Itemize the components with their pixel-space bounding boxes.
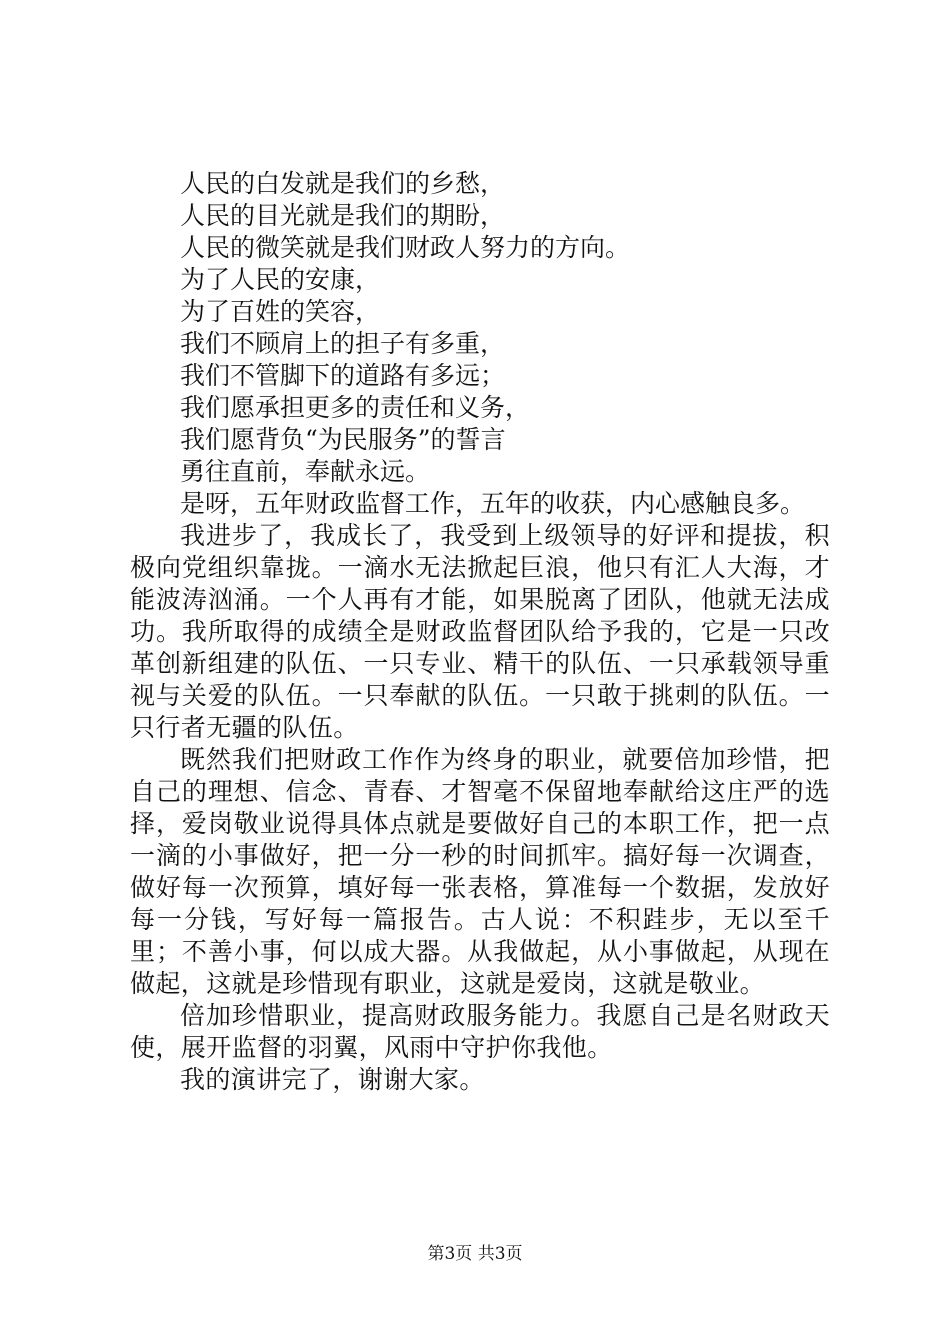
poem-line: 我们不管脚下的道路有多远； [180, 361, 506, 390]
poem-line: 我们愿背负“为民服务”的誓言 [180, 425, 506, 454]
poem-line: 为了百姓的笑容， [180, 297, 381, 326]
poem-line: 我们不顾肩上的担子有多重， [180, 329, 506, 358]
poem-line: 人民的目光就是我们的期盼， [180, 201, 506, 230]
body-paragraph: 我进步了，我成长了，我受到上级领导的好评和提拔，积极向党组织靠拢。一滴水无法掀起巨浪，他只有汇人大海，才能波涛汹涌。一个人再有才能，如果脱离了团队，他就无法成功。我所取得的成绩全是财政监督团队给予我的，它是一只改革创新组建的队伍、一只专业、精干的队伍、一只承载领导重视与关爱的队伍。一只奉献的队伍。一只敢于挑刺的队伍。一只行者无疆的队伍。 [130, 521, 830, 742]
body-paragraph: 既然我们把财政工作作为终身的职业，就要倍加珍惜，把自己的理想、信念、青春、才智毫不保留地奉献给这庄严的选择，爱岗敬业说得具体点就是要做好自己的本职工作，把一点一滴的小事做好，把一分一秒的时间抓牢。搞好每一次调查，做好每一次预算，填好每一张表格，算准每一个数据，发放好每一分钱，写好每一篇报告。古人说：不积跬步，无以至千里；不善小事，何以成大器。从我做起，从小事做起，从现在做起，这就是珍惜现有职业，这就是爱岗，这就是敬业。 [130, 745, 830, 998]
poem-line: 人民的白发就是我们的乡愁， [180, 169, 506, 198]
body-paragraph: 倍加珍惜职业，提高财政服务能力。我愿自己是名财政天使，展开监督的羽翼，风雨中守护你我他。 [130, 1001, 830, 1062]
closing-paragraph: 我的演讲完了，谢谢大家。 [180, 1065, 485, 1094]
poem-line: 勇往直前，奉献永远。 [180, 457, 431, 486]
poem-line: 我们愿承担更多的责任和义务， [180, 393, 531, 422]
poem-line: 人民的微笑就是我们财政人努力的方向。 [180, 233, 631, 262]
poem-line: 是呀，五年财政监督工作，五年的收获，内心感触良多。 [180, 489, 806, 518]
poem-line: 为了人民的安康， [180, 265, 381, 294]
page-number-footer: 第3页 共3页 [427, 1244, 523, 1264]
document-body [130, 168, 830, 1096]
